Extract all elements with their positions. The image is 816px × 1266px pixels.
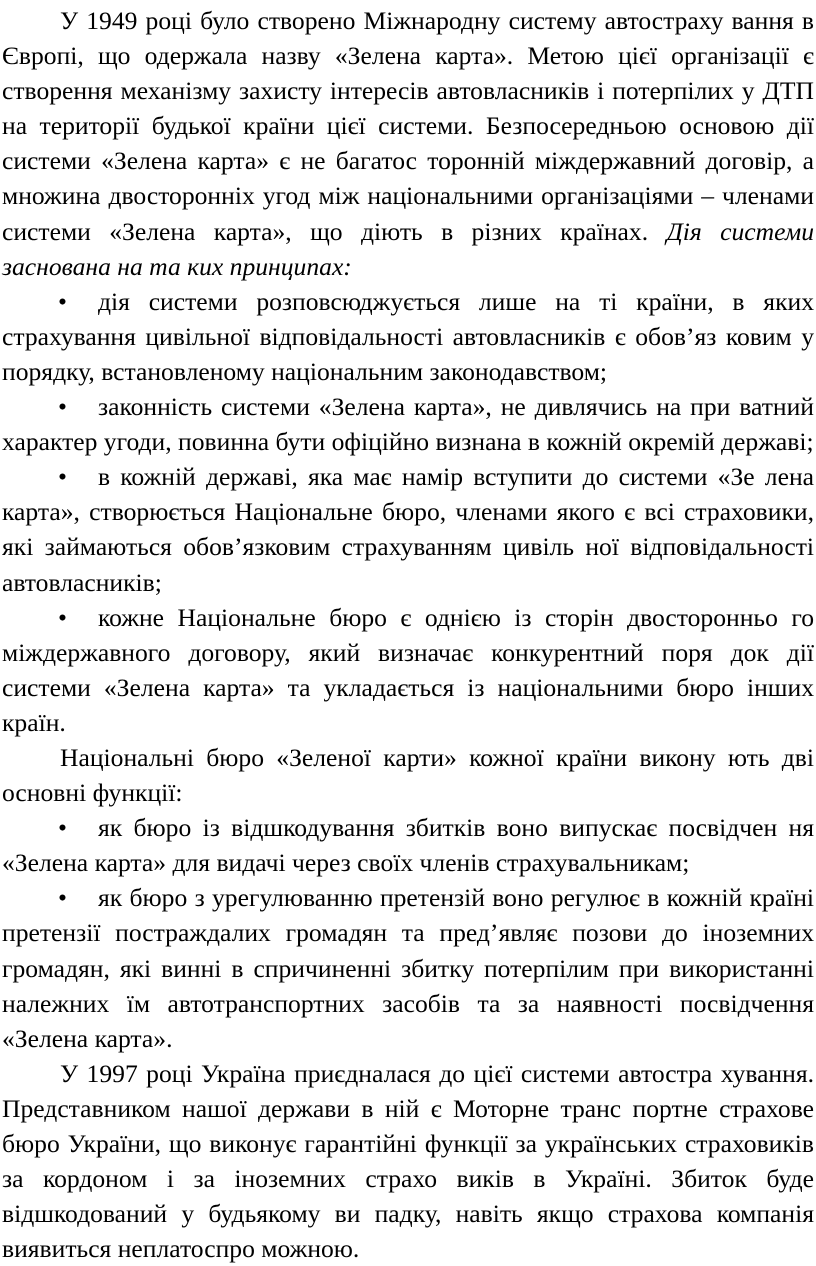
- principle-text: кожне Національне бюро є однією із сторін двосторонньо го міждержавного договору, який визначає конкурентний поря док дії системи «Зелена карта» та укладається із національними бюро інших країн.: [2, 602, 814, 737]
- principles-heading: Дія системи заснована на та ких принципах:: [2, 216, 814, 281]
- bullet-icon: •: [58, 392, 67, 422]
- bullet-icon: •: [58, 602, 67, 632]
- intro-paragraph: [2, 3, 814, 284]
- principle-item: [2, 600, 814, 740]
- bullet-icon: •: [58, 883, 67, 913]
- functions-intro-paragraph: Національні бюро «Зеленої карти» кожної країни викону ють дві основні функції:: [2, 742, 814, 808]
- principle-text: в кожній державі, яка має намір вступити до системи «Зе лена карта», створюється Національне бюро, членами якого є всі страховики, які займаються обов’язковим страхуванням цивіль ної відповідальності автовласників;: [2, 462, 814, 597]
- function-text: як бюро із відшкодування збитків воно випускає посвідчен ня «Зелена карта» для видачі через своїх членів страхувальникам;: [2, 813, 814, 878]
- principle-item: [2, 459, 814, 599]
- principle-text: дія системи розповсюджується лише на ті країни, в яких страхування цивільної відповідальності автовласників є обов’яз ковим у порядку, встановленому національним законодавством;: [2, 286, 814, 386]
- principle-text: законність системи «Зелена карта», не дивлячись на при ватний характер угоди, повинна бути офіційно визнана в кожній окремій державі;: [2, 392, 814, 457]
- bullet-icon: •: [58, 462, 67, 492]
- principle-item: [2, 284, 814, 389]
- function-item: [2, 810, 814, 880]
- ukraine-paragraph: У 1997 році Україна приєдналася до цієї системи автостра хування. Представником нашої держави в ній є Моторне транс портне страхове бюро України, що виконує гарантійні функції за українських страховиків за кордоном і за іноземних страхо виків в Україні. Збиток буде відшкодований у будьякому ви падку, навіть якщо страхова компанія виявиться неплатоспро можною.: [2, 1058, 814, 1264]
- bullet-icon: •: [58, 813, 67, 843]
- function-text: як бюро з урегулюванню претензій воно регулює в кожній країні претензії постраждалих громадян та пред’являє позови до іноземних громадян, які винні в спричиненні збитку потерпілим при використанні належних їм автотранспортних засобів та за наявності посвідчення «Зелена карта».: [2, 883, 814, 1053]
- function-item: [2, 880, 814, 1055]
- intro-text: У 1949 році було створено Міжнародну систему автостраху вання в Європі, що одержала назву «Зелена карта». Метою цієї організації є створення механізму захисту інтересів автовласників і потерпілих у ДТП на території будької країни цієї системи. Безпосередньою основою дії системи «Зелена карта» є не багатос торонній міждержавний договір, а множина двосторонніх угод між національними організаціями – членами системи «Зелена карта», що діють в різних країнах.: [2, 6, 814, 246]
- bullet-icon: •: [58, 286, 67, 316]
- principle-item: [2, 389, 814, 459]
